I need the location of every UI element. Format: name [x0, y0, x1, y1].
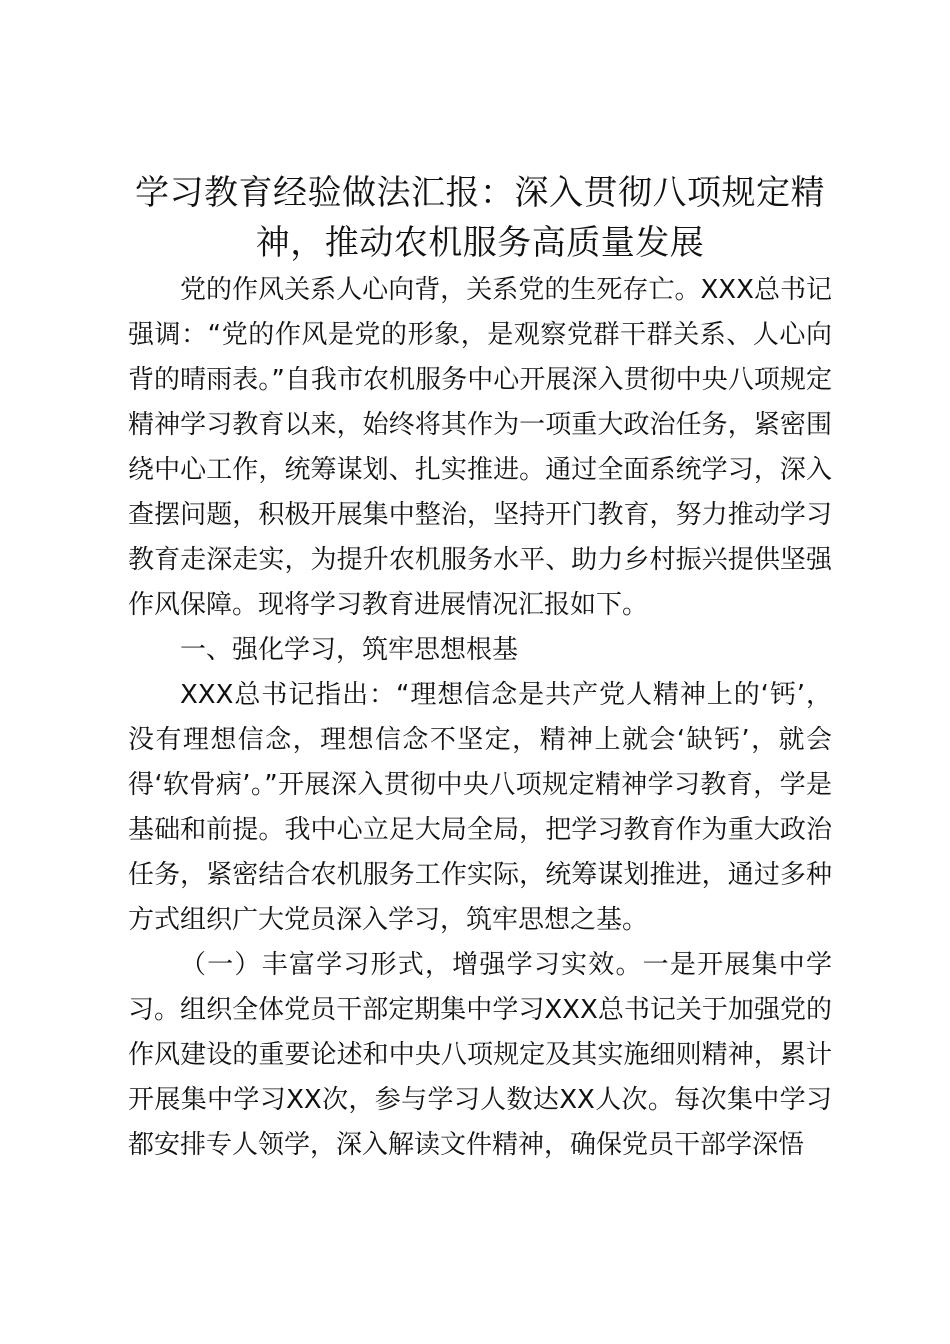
section-heading: 一、强化学习，筑牢思想根基 — [180, 635, 519, 665]
section-paragraph: XXX总书记指出：“理想信念是共产党人精神上的‘钙’，没有理想信念，理想信念不坚定，精神上就会‘缺钙’，就会得‘软骨病’。”开展深入贯彻中央八项规定精神学习教育，学是基础和前提。我中心立足大局全局，把学习教育作为重大政治任务，紧密结合农机服务工作实际，统筹谋划推进，通过多种方式组织广大党员深入学习，筑牢思想之基。 — [128, 680, 832, 935]
subsection-paragraph: （一）丰富学习形式，增强学习实效。一是开展集中学习。组织全体党员干部定期集中学习XXX总书记关于加强党的作风建设的重要论述和中央八项规定及其实施细则精神，累计开展集中学习XX次，参与学习人数达XX人次。每次集中学习都安排专人领学，深入解读文件精神，确保党员干部学深悟 — [128, 950, 832, 1160]
document-title: 学习教育经验做法汇报：深入贯彻八项规定精神，推动农机服务高质量发展 — [135, 173, 825, 263]
intro-paragraph: 党的作风关系人心向背，关系党的生死存亡。XXX总书记强调：“党的作风是党的形象，是观察党群干群关系、人心向背的晴雨表。”自我市农机服务中心开展深入贯彻中央八项规定精神学习教育以来，始终将其作为一项重大政治任务，紧密围绕中心工作，统筹谋划、扎实推进。通过全面系统学习，深入查摆问题，积极开展集中整治，坚持开门教育，努力推动学习教育走深走实，为提升农机服务水平、助力乡村振兴提供坚强作风保障。现将学习教育进展情况汇报如下。 — [128, 275, 832, 620]
document-body — [128, 168, 832, 1168]
